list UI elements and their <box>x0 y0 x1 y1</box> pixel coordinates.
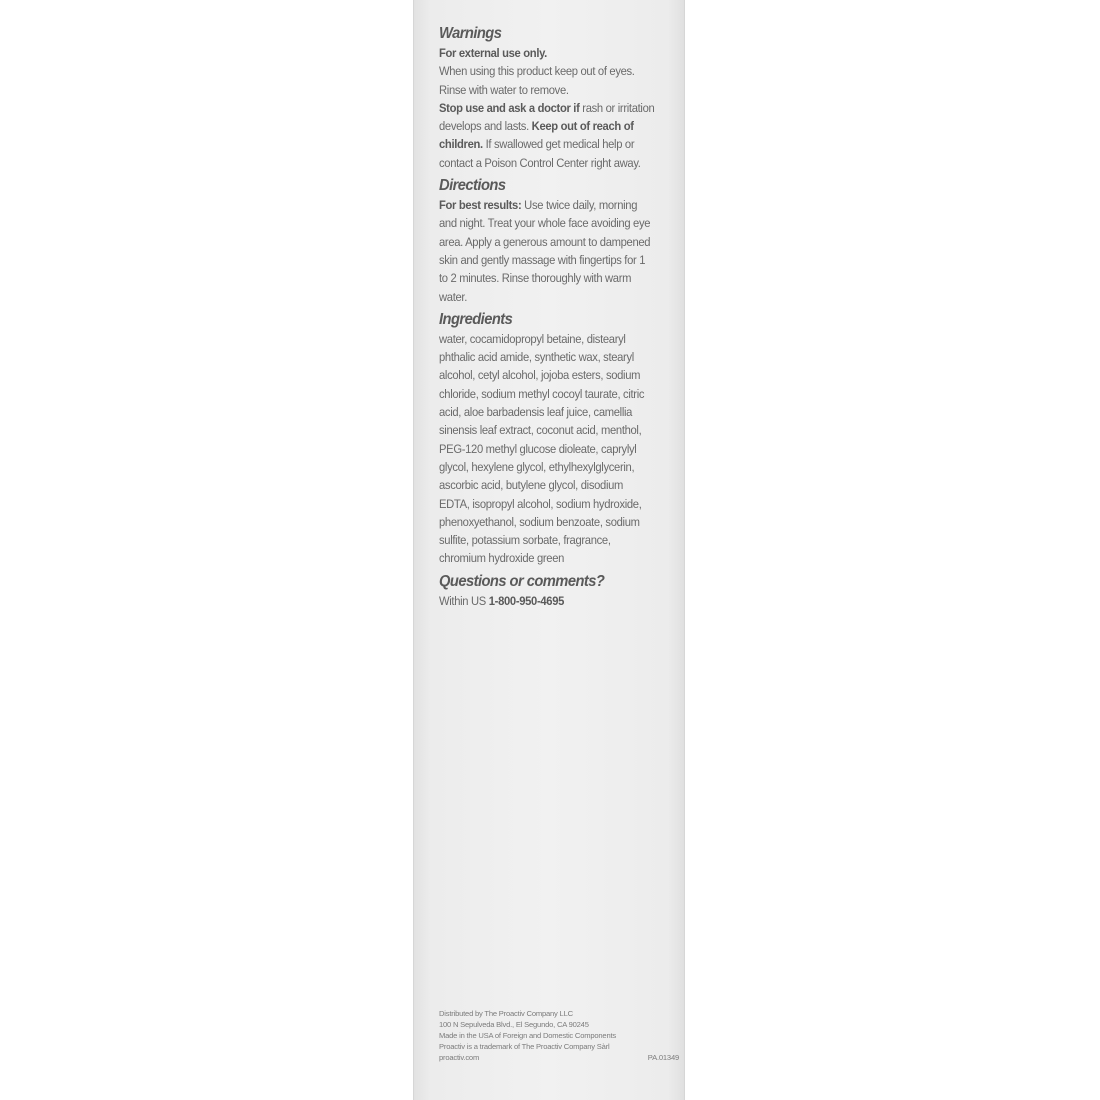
directions-heading: Directions <box>439 177 506 195</box>
label-text-block <box>439 24 656 614</box>
product-box-side-panel <box>413 0 685 1100</box>
footer-line-website <box>439 1052 679 1063</box>
keep-out-bold: Keep out of reach of children. <box>439 119 634 152</box>
ingredients-heading: Ingredients <box>439 310 513 328</box>
when-using-text: When using this product keep out of eyes. Rinse with water to remove. <box>439 64 635 97</box>
keep-out-rest: If swallowed get medical help or contact a Poison Control Center right away. <box>439 137 641 170</box>
warnings-section <box>439 24 656 172</box>
product-code: PA.01349 <box>647 1053 679 1062</box>
questions-section <box>439 572 656 610</box>
footer-line-distributor: Distributed by The Proactiv Company LLC <box>439 1009 573 1018</box>
phone-number: 1-800-950-4695 <box>488 593 565 608</box>
footer-line-trademark: Proactiv is a trademark of The Proactiv Company Sàrl <box>439 1042 610 1051</box>
footer-line-address: 100 N Sepulveda Blvd., El Segundo, CA 90245 <box>439 1020 589 1029</box>
within-us-label: Within US <box>439 593 489 608</box>
stop-use-paragraph <box>439 99 656 172</box>
website-text: proactiv.com <box>439 1053 480 1062</box>
directions-section <box>439 176 656 306</box>
ingredients-text: water, cocamidopropyl betaine, distearyl phthalic acid amide, synthetic wax, stearyl alcohol, cetyl alcohol, jojoba esters, sodium chloride, sodium methyl cocoyl taurate, citric acid, aloe barbadensis leaf juice, camellia sinensis leaf extract, coconut acid, menthol, PEG-120 methyl glucose dioleate, caprylyl glycol, hexylene glycol, ethylhexylglycerin, ascorbic acid, butylene glycol, disodium EDTA, isopropyl alcohol, sodium hydroxide, phenoxyethanol, sodium benzoate, sodium sulfite, potassium sorbate, fragrance, chromium hydroxide green <box>439 331 645 566</box>
best-results-bold: For best results: <box>439 198 522 213</box>
ingredients-section <box>439 310 656 568</box>
distributor-footer <box>439 1008 679 1063</box>
directions-text: Use twice daily, morning and night. Treat your whole face avoiding eye area. Apply a generous amount to dampened skin and gently massage with fingertips for 1 to 2 minutes. Rinse thoroughly with warm water. <box>439 198 651 304</box>
questions-heading: Questions or comments? <box>439 572 605 590</box>
warnings-heading: Warnings <box>439 25 502 42</box>
external-use-notice: For external use only. <box>439 46 547 60</box>
stop-use-bold: Stop use and ask a doctor if <box>439 100 580 115</box>
footer-line-made-in: Made in the USA of Foreign and Domestic Components <box>439 1031 616 1040</box>
questions-contact <box>439 592 656 610</box>
stop-use-rest: rash or irritation develops and lasts. <box>439 100 655 134</box>
directions-paragraph <box>439 196 656 306</box>
